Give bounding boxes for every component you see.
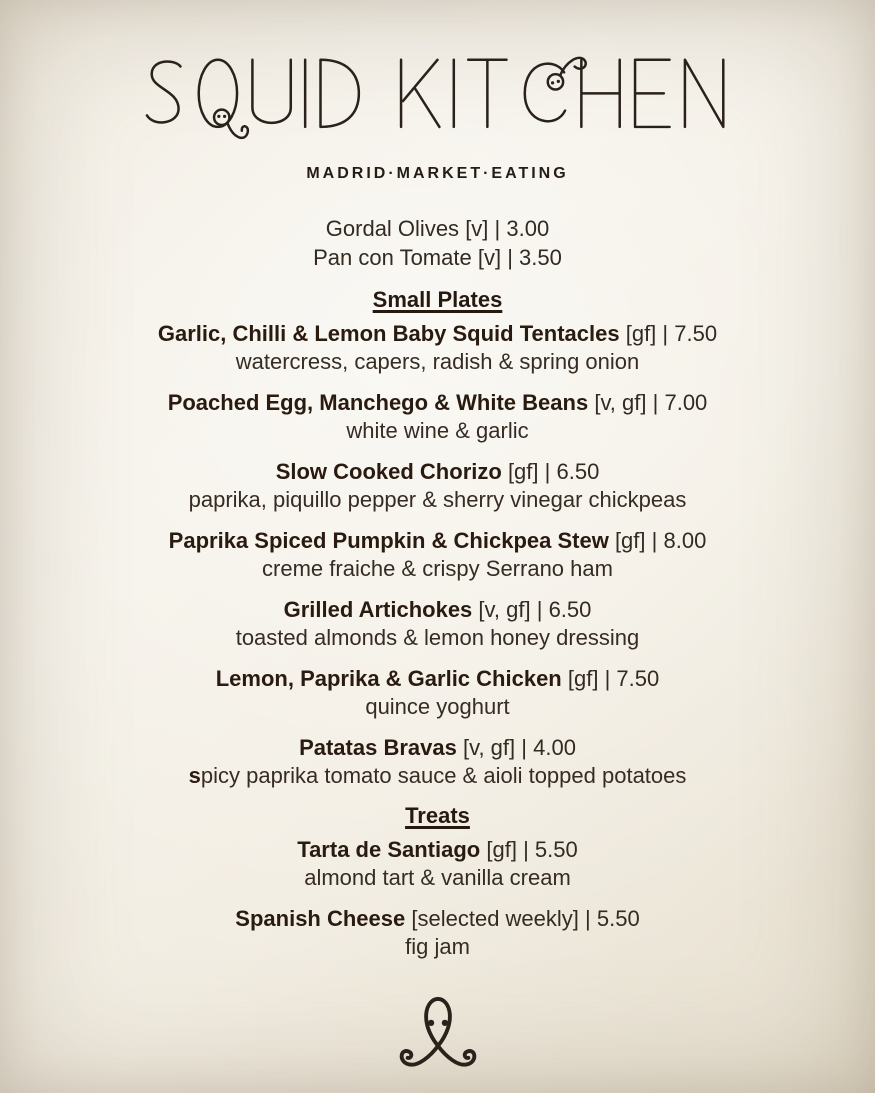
- item-tags: [v, gf]: [462, 735, 516, 760]
- item-name: Pan con Tomate: [313, 245, 472, 270]
- section-treats: [0, 802, 875, 961]
- item-separator: |: [604, 666, 611, 691]
- brand-wordmark: [145, 54, 730, 150]
- menu-item: [0, 388, 875, 445]
- item-name: Paprika Spiced Pumpkin & Chickpea Stew: [168, 528, 609, 553]
- item-name: Tarta de Santiago: [297, 837, 481, 862]
- item-price: 5.50: [534, 837, 578, 862]
- menu-item: [0, 835, 875, 892]
- item-price: 3.50: [519, 245, 562, 270]
- menu-item: [0, 904, 875, 961]
- item-desc: almond tart & vanilla cream: [304, 865, 571, 890]
- item-name: Poached Egg, Manchego & White Beans: [167, 390, 589, 415]
- intro-items: [0, 214, 875, 272]
- section-small-plates: [0, 286, 875, 790]
- item-name: Garlic, Chilli & Lemon Baby Squid Tentacles: [157, 321, 620, 346]
- item-separator: |: [521, 735, 527, 760]
- item-desc: fig jam: [405, 934, 470, 959]
- item-tags: [gf]: [507, 459, 539, 484]
- section-heading: Treats: [405, 803, 470, 828]
- item-tags: [v, gf]: [478, 597, 531, 622]
- item-desc-lead: s: [188, 763, 201, 788]
- menu-item: [0, 595, 875, 652]
- squid-logo-icon: [379, 987, 497, 1079]
- menu-item: [0, 319, 875, 376]
- item-name: Gordal Olives: [325, 216, 460, 241]
- item-tags: [gf]: [567, 666, 599, 691]
- item-separator: |: [651, 528, 658, 553]
- brand-tagline: MADRID·MARKET·EATING: [306, 165, 569, 182]
- item-name: Grilled Artichokes: [283, 597, 473, 622]
- item-desc: watercress, capers, radish & spring onion: [235, 349, 640, 374]
- intro-item: [0, 243, 875, 272]
- item-tags: [gf]: [625, 321, 657, 346]
- item-price: 7.00: [664, 390, 708, 415]
- item-desc: [0, 762, 875, 790]
- item-tags: [gf]: [614, 528, 646, 553]
- menu-item: [0, 457, 875, 514]
- item-price: 4.00: [533, 735, 576, 760]
- item-name: Lemon, Paprika & Garlic Chicken: [215, 666, 562, 691]
- item-desc: paprika, piquillo pepper & sherry vinegar chickpeas: [188, 487, 687, 512]
- item-separator: |: [544, 459, 551, 484]
- item-name: Patatas Bravas: [299, 735, 457, 760]
- menu-item: [0, 526, 875, 583]
- item-separator: |: [523, 837, 529, 862]
- item-tags: [v, gf]: [594, 390, 647, 415]
- item-desc: creme fraiche & crispy Serrano ham: [262, 556, 613, 581]
- item-tags: [v]: [477, 245, 502, 270]
- item-separator: |: [494, 216, 501, 241]
- item-tags: [selected weekly]: [411, 906, 579, 931]
- item-price: 6.50: [548, 597, 592, 622]
- item-price: 3.00: [506, 216, 550, 241]
- item-separator: |: [585, 906, 591, 931]
- item-name: Spanish Cheese: [235, 906, 406, 931]
- item-tags: [gf]: [486, 837, 517, 862]
- item-separator: |: [507, 245, 513, 270]
- item-desc: toasted almonds & lemon honey dressing: [235, 625, 640, 650]
- intro-item: [0, 214, 875, 243]
- item-tags: [v]: [465, 216, 489, 241]
- item-name: Slow Cooked Chorizo: [275, 459, 502, 484]
- item-price: 7.50: [616, 666, 660, 691]
- item-desc-rest: picy paprika tomato sauce & aioli topped potatoes: [200, 763, 687, 788]
- item-desc: white wine & garlic: [346, 418, 529, 443]
- squid-kitchen-logo-icon: [145, 54, 730, 150]
- section-heading: Small Plates: [372, 287, 503, 312]
- item-price: 5.50: [596, 906, 640, 931]
- item-price: 8.00: [663, 528, 707, 553]
- item-price: 6.50: [556, 459, 600, 484]
- item-separator: |: [652, 390, 659, 415]
- item-price: 7.50: [674, 321, 718, 346]
- item-separator: |: [662, 321, 669, 346]
- menu-item: [0, 664, 875, 721]
- item-desc: quince yoghurt: [365, 694, 510, 719]
- item-separator: |: [536, 597, 543, 622]
- menu-item: [0, 733, 875, 790]
